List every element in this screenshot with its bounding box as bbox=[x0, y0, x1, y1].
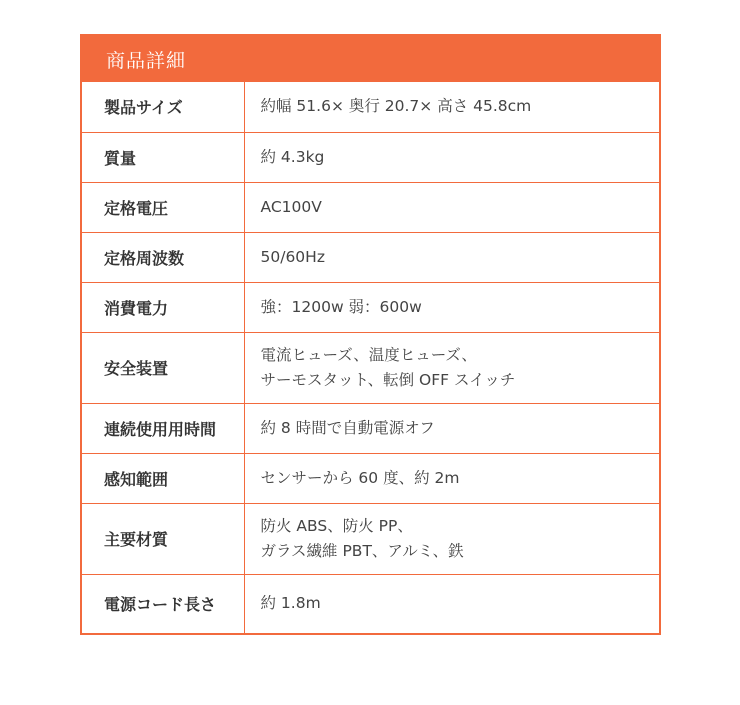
spec-label: 感知範囲 bbox=[82, 453, 244, 503]
spec-row-voltage bbox=[82, 182, 659, 232]
section-title: 商品詳細 bbox=[106, 49, 187, 72]
spec-value bbox=[244, 182, 659, 232]
spec-value-line: 電流ヒューズ、温度ヒューズ、 bbox=[260, 345, 477, 364]
product-details-box bbox=[80, 34, 661, 635]
spec-row-materials bbox=[82, 503, 659, 574]
spec-row-frequency bbox=[82, 232, 659, 282]
spec-value-line: 50/60Hz bbox=[260, 247, 325, 266]
spec-value bbox=[244, 403, 659, 453]
spec-row-sensor-range bbox=[82, 453, 659, 503]
spec-label: 主要材質 bbox=[82, 503, 244, 574]
spec-value bbox=[244, 453, 659, 503]
spec-value bbox=[244, 332, 659, 403]
spec-value-line: 約 8 時間で自動電源オフ bbox=[260, 418, 435, 437]
spec-value-line: センサーから 60 度、約 2m bbox=[260, 468, 460, 487]
spec-table bbox=[82, 82, 659, 633]
spec-value bbox=[244, 574, 659, 633]
spec-row-cord-length bbox=[82, 574, 659, 633]
spec-value-line: 防火 ABS、防火 PP、 bbox=[260, 516, 413, 535]
section-header bbox=[82, 36, 659, 82]
spec-value bbox=[244, 232, 659, 282]
spec-value-line: 約 4.3kg bbox=[260, 147, 325, 166]
spec-label: 電源コード長さ bbox=[82, 574, 244, 633]
spec-value bbox=[244, 132, 659, 182]
spec-label: 安全装置 bbox=[82, 332, 244, 403]
spec-row-size bbox=[82, 82, 659, 132]
spec-row-power bbox=[82, 282, 659, 332]
spec-value-line: サーモスタット、転倒 OFF スイッチ bbox=[260, 370, 516, 389]
spec-row-weight bbox=[82, 132, 659, 182]
spec-label: 消費電力 bbox=[82, 282, 244, 332]
spec-value bbox=[244, 282, 659, 332]
spec-label: 定格電圧 bbox=[82, 182, 244, 232]
spec-value bbox=[244, 82, 659, 132]
spec-label: 定格周波数 bbox=[82, 232, 244, 282]
spec-row-safety bbox=[82, 332, 659, 403]
spec-value-line: ガラス繊維 PBT、アルミ、鉄 bbox=[260, 541, 464, 560]
spec-value bbox=[244, 503, 659, 574]
spec-label: 質量 bbox=[82, 132, 244, 182]
spec-value-line: 約幅 51.6× 奥行 20.7× 高さ 45.8cm bbox=[260, 97, 532, 116]
spec-value-line: AC100V bbox=[260, 197, 322, 216]
spec-value-line: 強：1200w 弱：600w bbox=[260, 297, 422, 316]
spec-label: 製品サイズ bbox=[82, 82, 244, 132]
spec-value-line: 約 1.8m bbox=[260, 594, 321, 613]
spec-label: 連続使用用時間 bbox=[82, 403, 244, 453]
spec-row-continuous-use bbox=[82, 403, 659, 453]
